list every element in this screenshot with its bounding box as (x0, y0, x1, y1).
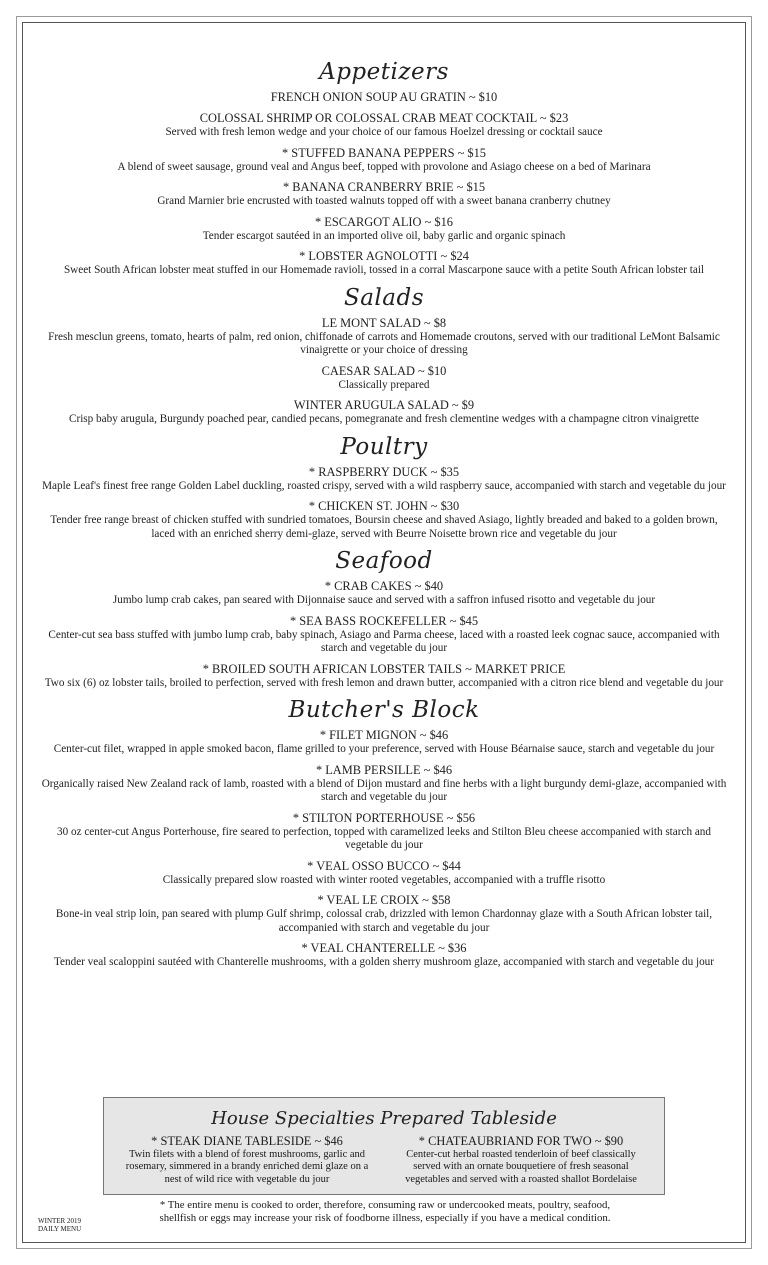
menu-item (40, 499, 728, 541)
menu-item (40, 662, 728, 691)
special-chateaubriand (396, 1134, 646, 1186)
menu-item (40, 763, 728, 805)
section-title-butchers-block: Butcher's Block (288, 697, 480, 723)
menu-item (40, 316, 728, 358)
menu-item-name: * ESCARGOT ALIO ~ $16 (315, 214, 453, 229)
menu-item-name: * BROILED SOUTH AFRICAN LOBSTER TAILS ~ MARKET PRICE (202, 661, 566, 676)
house-specialties-box (103, 1097, 665, 1195)
menu-item-description: Tender escargot sautéed in an imported olive oil, baby garlic and organic spinach (202, 229, 566, 242)
menu-item-name: WINTER ARUGULA SALAD ~ $9 (293, 398, 475, 412)
section-title-poultry: Poultry (340, 433, 428, 460)
menu-item (40, 111, 728, 140)
special-name: * STEAK DIANE TABLESIDE ~ $46 (151, 1134, 343, 1148)
section-title-salads: Salads (343, 284, 425, 311)
menu-item-description: Maple Leaf's finest free range Golden Label duckling, roasted crispy, served with a wild raspberry sauce, accompanied with starch and vegetable du jour (42, 479, 726, 492)
special-name: * CHATEAUBRIAND FOR TWO ~ $90 (418, 1134, 624, 1148)
menu-item-name: * CHICKEN ST. JOHN ~ $30 (308, 499, 460, 513)
menu-item-description: Two six (6) oz lobster tails, broiled to perfection, served with fresh lemon and drawn butter, accompanied with a citron rice blend and vegetable du jour (44, 676, 724, 689)
house-specialties-title: House Specialties Prepared Tableside (211, 1108, 557, 1129)
section-seafood (40, 547, 728, 690)
menu-item-description: Served with fresh lemon wedge and your choice of our famous Hoelzel dressing or cocktail sauce (165, 126, 603, 138)
menu-item-name: * FILET MIGNON ~ $46 (319, 728, 449, 742)
menu-item (40, 465, 728, 494)
section-poultry (40, 433, 728, 542)
menu-item (40, 893, 728, 935)
menu-item-name: * RASPBERRY DUCK ~ $35 (308, 464, 460, 479)
menu-item-name: * STUFFED BANANA PEPPERS ~ $15 (282, 145, 486, 160)
menu-item-description: Classically prepared slow roasted with winter rooted vegetables, accompanied with a truffle risotto (162, 873, 606, 886)
section-title-seafood: Seafood (335, 548, 433, 574)
menu-item-name: FRENCH ONION SOUP AU GRATIN ~ $10 (270, 90, 498, 104)
menu-item (40, 941, 728, 970)
menu-item-name: LE MONT SALAD ~ $8 (321, 315, 447, 330)
menu-item-description: Tender veal scaloppini sautéed with Chanterelle mushrooms, with a golden sherry mushroom glaze, accompanied with starch and vegetable du jour (53, 956, 714, 968)
menu-item (40, 859, 728, 888)
menu-item-name: * LOBSTER AGNOLOTTI ~ $24 (299, 249, 469, 263)
menu-item-name: * BANANA CRANBERRY BRIE ~ $15 (282, 180, 486, 194)
menu-item-description: Bone-in veal strip loin, pan seared with plump Gulf shrimp, colossal crab, drizzled with lemon Chardonnay glaze with a South African lobster tail, accompanied with starch and vegetable du jour (55, 908, 713, 934)
menu-item (40, 811, 728, 853)
menu-content (40, 58, 728, 976)
menu-item-description: Organically raised New Zealand rack of lamb, roasted with a blend of Dijon mustard and fine herbs with a light burgundy demi-glaze, accompanied with starch and vegetable du jour (41, 777, 727, 803)
menu-item (40, 398, 728, 427)
menu-item (40, 579, 728, 608)
menu-item-description: Tender free range breast of chicken stuffed with sundried tomatoes, Boursin cheese and shaved Asiago, lightly breaded and baked to a golden brown, laced with an enriched sherry demi-glaze, served with Beurre Noisette brown rice and vegetable du jour (50, 514, 718, 540)
allergen-footnote: * The entire menu is cooked to order, therefore, consuming raw or undercooked meats, poultry, seafood, shellfish or eggs may increase your risk of foodborne illness, especially if you have a medical condition. (159, 1199, 611, 1224)
menu-item-description: Sweet South African lobster meat stuffed in our Homemade ravioli, tossed in a corral Mascarpone sauce with a petite South African lobster tail (63, 264, 705, 276)
menu-item-name: * STILTON PORTERHOUSE ~ $56 (292, 810, 476, 825)
menu-item (40, 90, 728, 105)
menu-item-description: Classically prepared (338, 378, 430, 391)
special-description: Center-cut herbal roasted tenderloin of beef classically served with an ornate bouquetiere of fresh seasonal vegetables and served with a roasted shallot Bordelaise (405, 1149, 637, 1185)
menu-item-name: CAESAR SALAD ~ $10 (321, 363, 447, 378)
menu-item-name: * VEAL CHANTERELLE ~ $36 (301, 941, 467, 955)
menu-item-name: * LAMB PERSILLE ~ $46 (315, 762, 453, 777)
menu-item-name: * VEAL OSSO BUCCO ~ $44 (307, 858, 461, 873)
stamp-type: DAILY MENU (38, 1225, 82, 1233)
menu-item-description: Jumbo lump crab cakes, pan seared with Dijonnaise sauce and served with a saffron infused risotto and vegetable du jour (112, 594, 656, 606)
menu-item (40, 180, 728, 209)
menu-item-description: Fresh mesclun greens, tomato, hearts of palm, red onion, chiffonade of carrots and Homemade croutons, served with our traditional LeMont Balsamic vinaigrette or your choice of dressing (48, 330, 720, 356)
section-salads (40, 284, 728, 427)
menu-item (40, 728, 728, 757)
menu-item-name: * SEA BASS ROCKEFELLER ~ $45 (289, 613, 479, 628)
menu-item-description: Crisp baby arugula, Burgundy poached pear, candied pecans, pomegranate and fresh clementine wedges with a champagne citron vinaigrette (69, 413, 699, 425)
menu-item-description: Grand Marnier brie encrusted with toasted walnuts topped off with a sweet banana cranberry chutney (157, 195, 611, 207)
menu-item (40, 215, 728, 244)
stamp-season: WINTER 2019 (38, 1217, 81, 1225)
menu-item-description: Center-cut sea bass stuffed with jumbo lump crab, baby spinach, Asiago and Parma cheese, laced with a roasted leek cognac sauce, accompanied with starch and vegetable du jour (48, 628, 720, 654)
menu-item-name: * CRAB CAKES ~ $40 (324, 579, 444, 593)
section-butchers-block (40, 696, 728, 970)
menu-edition-stamp (38, 1217, 81, 1233)
menu-item-name: COLOSSAL SHRIMP OR COLOSSAL CRAB MEAT COCKTAIL ~ $23 (199, 111, 569, 125)
menu-item-description: A blend of sweet sausage, ground veal and Angus beef, topped with provolone and Asiago cheese on a bed of Marinara (117, 160, 651, 173)
special-steak-diane (122, 1134, 372, 1186)
section-title-appetizers: Appetizers (319, 59, 449, 85)
menu-item (40, 146, 728, 175)
section-appetizers (40, 58, 728, 278)
menu-item-description: 30 oz center-cut Angus Porterhouse, fire seared to perfection, topped with caramelized leeks and Stilton Bleu cheese accompanied with starch and vegetable du jour (56, 825, 711, 851)
special-description: Twin filets with a blend of forest mushrooms, garlic and rosemary, simmered in a brandy enriched demi glaze on a nest of wild rice with vegetable du jour (125, 1149, 369, 1185)
menu-item-description: Center-cut filet, wrapped in apple smoked bacon, flame grilled to your preference, served with House Béarnaise sauce, starch and vegetable du jour (53, 743, 715, 755)
menu-item (40, 249, 728, 278)
menu-item (40, 614, 728, 656)
menu-item (40, 364, 728, 393)
menu-item-name: * VEAL LE CROIX ~ $58 (317, 893, 451, 907)
